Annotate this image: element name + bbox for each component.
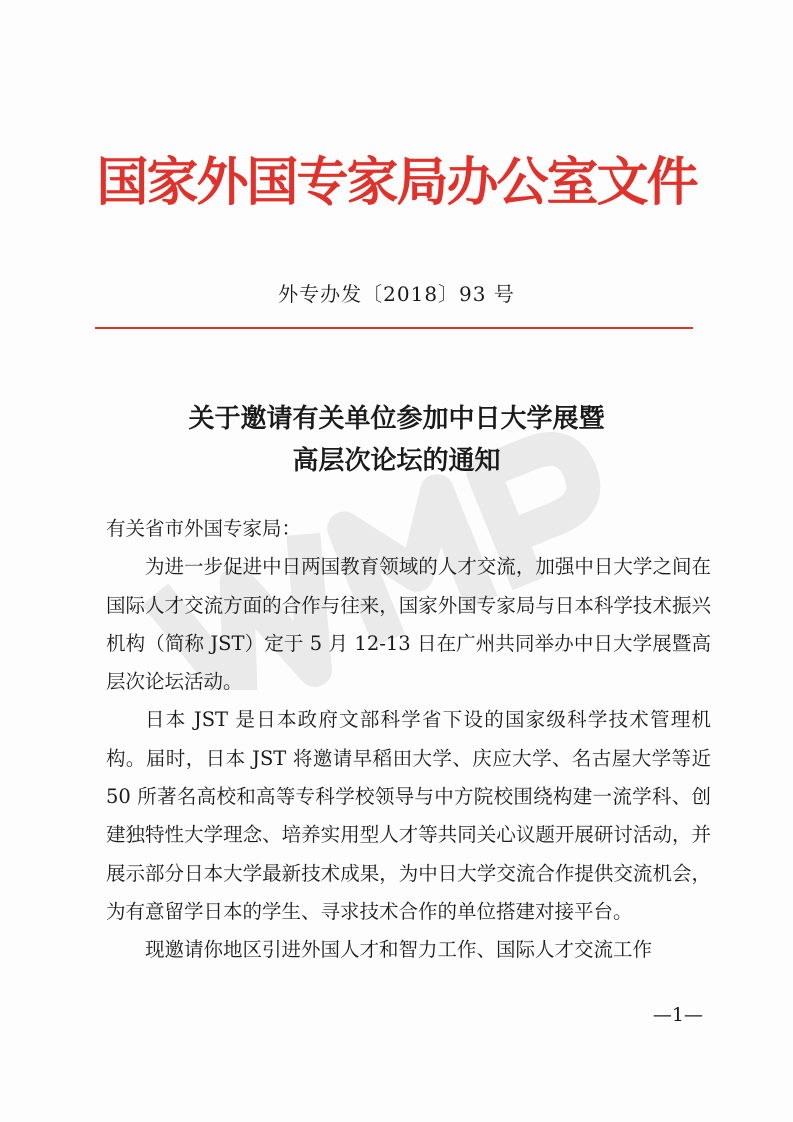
document-number: 外专办发〔2018〕93 号 bbox=[278, 282, 515, 306]
body-paragraph-2: 日本 JST 是日本政府文部科学省下设的国家级科学技术管理机构。届时，日本 JST 将邀请早稻田大学、庆应大学、名古屋大学等近 50 所著名高校和高等专科学校领导与中方院校围绕构建一流学科、创建独特性大学理念、培养实用型人才等共同关心议题开展研讨活动，并展示部分日本大学最新技术成果，为中日大学交流合作提供交流机会，为有意留学日本的学生、寻求技术合作的单位搭建对接平台。 bbox=[106, 708, 711, 923]
body-paragraph-1: 为进一步促进中日两国教育领域的人才交流，加强中日大学之间在国际人才交流方面的合作与往来，国家外国专家局与日本科学技术振兴机构（简称 JST）定于 5 月 12-13 日在广州共同举办中日大学展暨高层次论坛活动。 bbox=[106, 555, 711, 694]
notice-title-line-1: 关于邀请有关单位参加中日大学展暨 bbox=[188, 404, 605, 434]
red-divider-line bbox=[95, 327, 693, 329]
issuing-org-title: 国家外国专家局办公室文件 bbox=[96, 152, 697, 213]
document-body bbox=[106, 510, 711, 970]
body-paragraph-3: 现邀请你地区引进外国人才和智力工作、国际人才交流工作 bbox=[145, 938, 653, 962]
notice-title bbox=[0, 398, 793, 482]
notice-title-line-2: 高层次论坛的通知 bbox=[292, 446, 501, 476]
salutation: 有关省市外国专家局： bbox=[106, 517, 302, 540]
page-number: —1— bbox=[652, 1004, 703, 1026]
